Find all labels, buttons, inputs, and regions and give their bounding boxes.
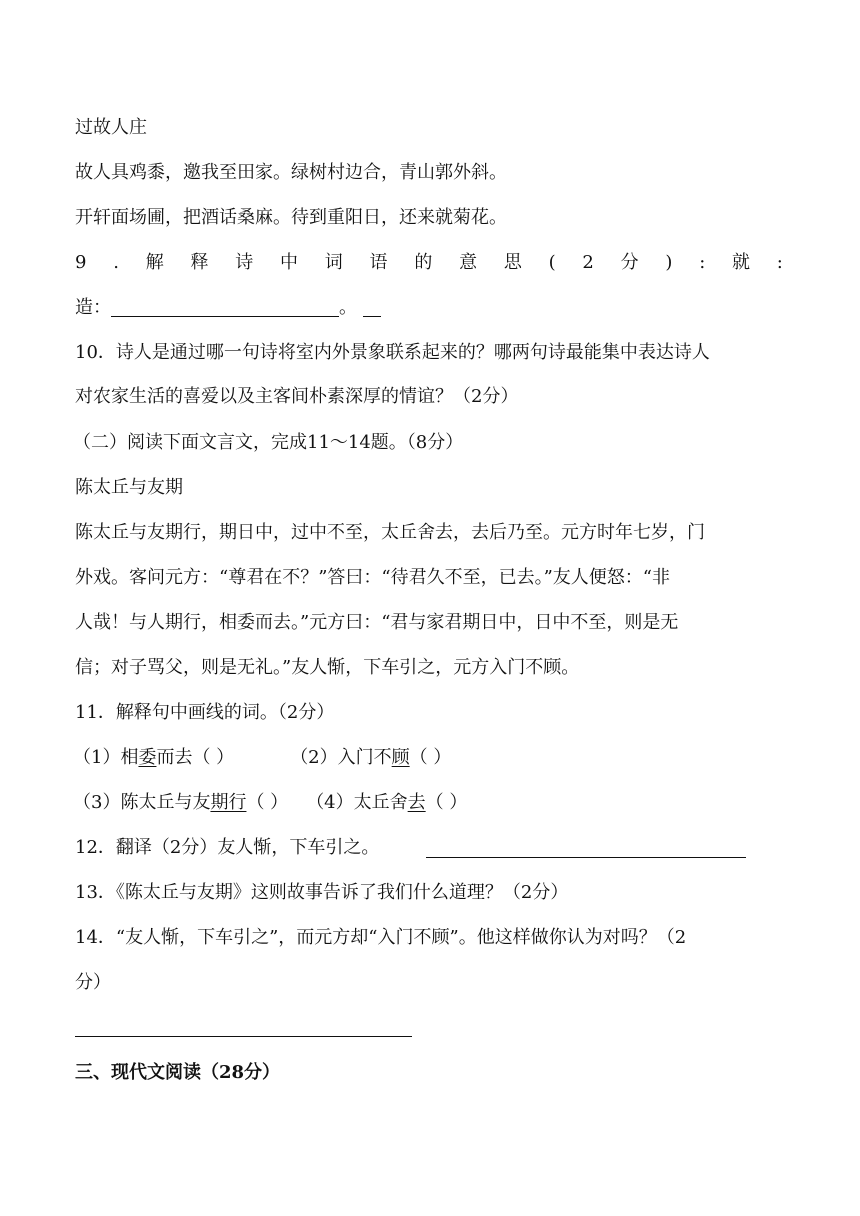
question-9-char: 9 (75, 252, 87, 273)
passage-line-1: 陈太丘与友期行，期日中，过中不至，太丘舍去，去后乃至。元方时年七岁，门 (75, 522, 705, 543)
question-9-char: 就 (732, 252, 751, 273)
answer-line-14[interactable] (75, 1036, 412, 1037)
question-9-char: 词 (324, 252, 343, 273)
question-9-zao (75, 296, 795, 320)
question-9-char: ( (548, 252, 556, 273)
question-14-line-2: 分） (75, 972, 111, 993)
item-4-blank[interactable]: （ ） (425, 792, 468, 813)
answer-blank[interactable] (111, 298, 339, 317)
question-9-char: . (113, 252, 119, 273)
zao-label: 造： (75, 297, 111, 318)
poem-title: 过故人庄 (75, 117, 147, 138)
section-3-heading: 三、现代文阅读（28分） (75, 1062, 281, 1083)
passage-line-3: 人哉！与人期行，相委而去。”元方曰：“君与家君期日中，日中不至，则是无 (75, 612, 679, 633)
question-12: 12．翻译（2分）友人惭，下车引之。 (75, 837, 380, 858)
question-11-row-2 (73, 791, 793, 815)
section-2-heading: （二）阅读下面文言文，完成11～14题。（8分） (73, 432, 464, 453)
question-9-text (75, 251, 783, 275)
question-9 (75, 251, 795, 275)
question-9-char: ) (665, 252, 673, 273)
item-1-underlined: 委 (138, 747, 157, 768)
question-9-char: 分 (620, 252, 639, 273)
zao-end: 。 (339, 297, 357, 318)
poem-line-1: 故人具鸡黍，邀我至田家。绿树村边合，青山郭外斜。 (75, 162, 507, 183)
item-3-blank[interactable]: （ ） (246, 792, 289, 813)
question-10-line-1: 10．诗人是通过哪一句诗将室内外景象联系起来的？哪两句诗最能集中表达诗人 (75, 342, 710, 363)
question-9-char: 解 (145, 252, 164, 273)
question-9-char: 的 (414, 252, 433, 273)
question-14-line-1: 14．“友人惭，下车引之”，而元方却“入门不顾”。他这样做你认为对吗？（2 (75, 927, 687, 948)
poem-line-2: 开轩面场圃，把酒话桑麻。待到重阳日，还来就菊花。 (75, 207, 507, 228)
question-9-char: 语 (369, 252, 388, 273)
item-2-underlined: 顾 (391, 747, 410, 768)
question-9-char: 诗 (235, 252, 254, 273)
item-1-blank[interactable]: 而去（ ） (156, 747, 235, 768)
passage-line-4: 信；对子骂父，则是无礼。”友人惭，下车引之，元方入门不顾。 (75, 657, 580, 678)
question-9-char: 思 (503, 252, 522, 273)
question-9-char: : (776, 252, 783, 273)
item-4-underlined: 去 (407, 792, 426, 813)
item-3-underlined: 期行 (210, 792, 247, 813)
item-1-prefix: （1）相 (73, 747, 139, 768)
passage-line-2: 外戏。客问元方：“尊君在不？”答曰：“待君久不至，已去。”友人便怒：“非 (75, 567, 671, 588)
question-9-char: 意 (459, 252, 478, 273)
question-11-heading: 11．解释句中画线的词。（2分） (75, 702, 335, 723)
question-10-line-2: 对农家生活的喜爱以及主客间朴素深厚的情谊？（2分） (75, 386, 519, 407)
item-2-blank[interactable]: （ ） (409, 747, 452, 768)
question-13: 13．《陈太丘与友期》这则故事告诉了我们什么道理？（2分） (75, 882, 569, 903)
question-9-char: 2 (582, 252, 594, 273)
question-9-char: : (699, 252, 706, 273)
question-9-char: 中 (280, 252, 299, 273)
item-4-prefix: （4）太丘舍 (306, 792, 408, 813)
question-11-row-1 (73, 746, 793, 770)
passage-title: 陈太丘与友期 (75, 477, 183, 498)
question-9-char: 释 (190, 252, 209, 273)
item-3-prefix: （3）陈太丘与友 (73, 792, 211, 813)
item-2-prefix: （2）入门不 (290, 747, 392, 768)
answer-blank-short[interactable] (363, 298, 381, 317)
answer-line-12[interactable] (426, 857, 746, 858)
